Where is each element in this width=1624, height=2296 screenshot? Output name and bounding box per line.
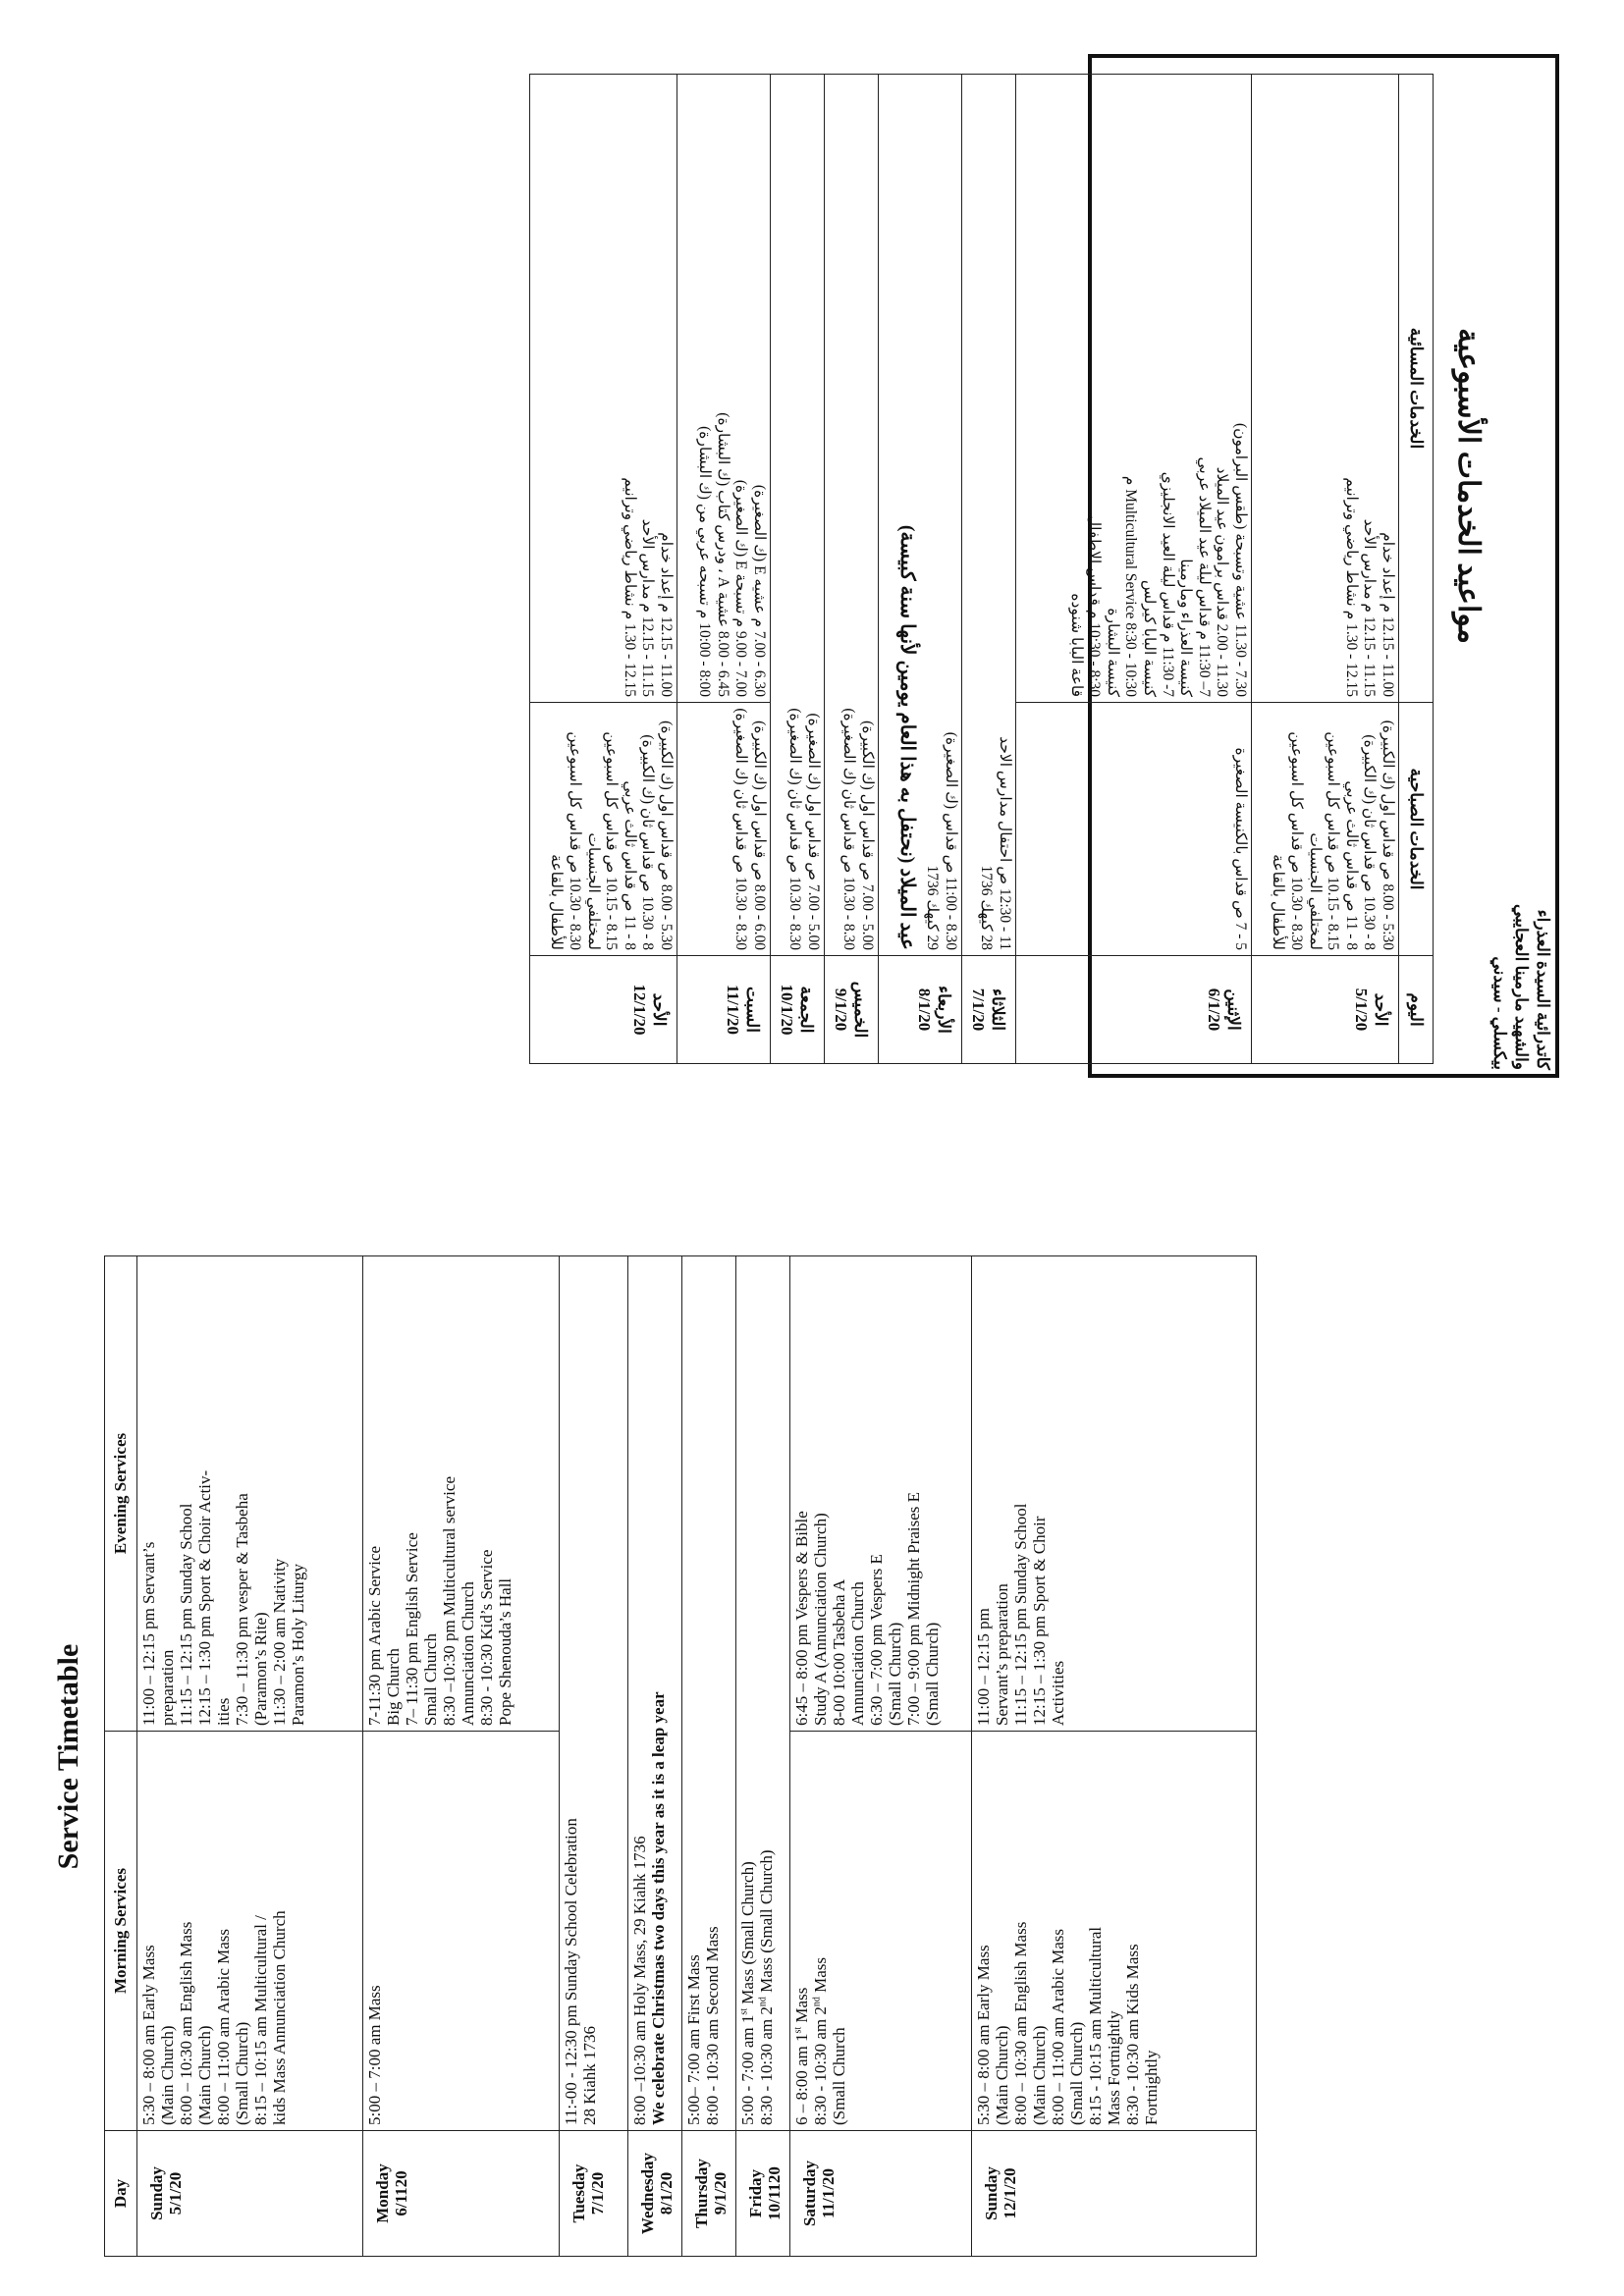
table-row xyxy=(790,1256,972,2257)
arabic-timetable-panel xyxy=(548,54,1559,1078)
span-cell: 11 - 12:30 ص احتفال مدارس الاحد 28 كيهك 1736 xyxy=(962,75,1016,956)
christmas-note: عيد الميلاد (نحتفل به هذا العام يومين لأنها سنة كبيسة) xyxy=(895,524,918,950)
day-cell: Sunday 5/1/20 xyxy=(137,2131,363,2257)
table-row xyxy=(363,1256,560,2257)
span-cell: 11:-00 - 12:30 pm Sunday School Celebration 28 Kiahk 1736 xyxy=(560,1256,628,2131)
table-row xyxy=(137,1256,363,2257)
evening-cell: 11.00 - 12.15 م إعداد خدام 11.15 - 12.15 م مدارس الأحد 12.15 - 1.30 م نشاط رياضي وترانيم xyxy=(530,75,677,703)
table-row xyxy=(530,75,677,1064)
table-row xyxy=(879,75,962,1064)
english-timetable xyxy=(104,1255,1257,2257)
header-day: اليوم xyxy=(1399,956,1434,1064)
morning-cell: 5:30 - 8.00 ص قداس اول (ك الكبيرة) 8 - 10.30 ص قداس ثان (ك الكبيرة) 8 - 11 ص قداس ثالث عربي 8.15 - 10.15 ص قداس كل اسبوعين لمختلفي الجنسيات 8.30 - 10.30 ص قداس كل اسبوعين للأطفال بالقاعة xyxy=(1252,703,1399,956)
english-title: Service Timetable xyxy=(52,1643,84,1870)
evening-cell: 11:00 – 12:15 pm Servant’s preparation 11:15 – 12:15 pm Sunday School 12:15 – 1:30 pm Sport & Choir Activities xyxy=(972,1256,1257,1732)
table-row xyxy=(628,1256,682,2257)
table-row xyxy=(1252,75,1399,1064)
arabic-title: مواعيد الخدمات الأسبوعية xyxy=(1452,328,1485,644)
morning-cell: 5:30 – 8:00 am Early Mass (Main Church) 8:00 – 10:30 am English Mass (Main Church) 8:00 – 11:00 am Arabic Mass (Small Church) 8:15 - 10:15 am Multicultural Mass Fortnightly 8:30 - 10:30 am Kids Mass Fortnightly xyxy=(972,1732,1257,2131)
evening-cell: 11.00 - 12.15 م إعداد خدام 11.15 - 12.15 م مدارس الأحد 12.15 - 1.30 م نشاط رياضي وترانيم xyxy=(1252,75,1399,703)
day-cell: الجمعة 10/1/20 xyxy=(771,956,825,1064)
evening-cell: 7.30 - 11.30 عشية وتسبحة (طقس البرامون) 11.30 - 2.00 قداس برامون عيد الميلاد 7– 11:30 م قداس ليلة عيد الميلاد عربي كنيسة العذراء ومارمينا 7- 11:30 م قداس ليلة العيد الانجليزي كنيسة البابا كيرلس Multicultural Service 8:30 - 10:30 م كنيسة البشارة 8:30 - 10:30 م قداس الاطفال قاعة البابا شنوده xyxy=(1016,75,1252,703)
morning-cell: 6 – 8:00 am 1st Mass 8:30 - 10:30 am 2nd Mass (Small Church xyxy=(790,1732,972,2131)
header-evening: Evening Services xyxy=(105,1256,137,1732)
day-cell: Monday 6/1120 xyxy=(363,2131,560,2257)
day-cell: الإثنين 6/1/20 xyxy=(1016,956,1252,1064)
evening-cell: 6.30 - 7.00 م عشيه E (ك الصغيرة) 7.00 - 9.00 م تسبحة E (ك الصغيرة) 6.45 - 8.00 عشية A ، ودرس كتاب (ك البشارة) 8:00 - 10:00 م تسبحه عربي من (ك البشارة) xyxy=(677,75,771,703)
day-cell: Saturday 11/1/20 xyxy=(790,2131,972,2257)
evening-cell: 6:45 – 8:00 pm Vespers & Bible Study A (Annunciation Church) 8-00 10:00 Tasbeha A Annunciation Church 6:30 – 7:00 pm Vespers E (Small Church) 7:00 – 9:00 pm Midnight Praises E (Small Church) xyxy=(790,1256,972,1732)
day-cell: Tuesday 7/1/20 xyxy=(560,2131,628,2257)
day-cell: الأحد 5/1/20 xyxy=(1252,956,1399,1064)
table-row xyxy=(560,1256,628,2257)
arabic-timetable xyxy=(529,74,1434,1064)
day-cell: Wednesday 8/1/20 xyxy=(628,2131,682,2257)
span-cell: 5:00– 7:00 am First Mass 8:00 - 10:30 am Second Mass xyxy=(682,1256,736,2131)
day-cell: Thursday 9/1/20 xyxy=(682,2131,736,2257)
header-evening: الخدمات المسائية xyxy=(1399,75,1434,703)
day-cell: الأحد 12/1/20 xyxy=(530,956,677,1064)
span-cell: 5.00 - 7.00 ص قداس اول (ك الكبيرة) 8.30 - 10.30 ص قداس ثان (ك الصغيرة) xyxy=(825,75,879,956)
span-cell: 5.00 - 7.00 ص قداس اول (ك الصغيرة) 8.30 - 10.30 ص قداس ثان (ك الصغيرة) xyxy=(771,75,825,956)
english-timetable-panel xyxy=(39,1256,1522,2257)
morning-cell: 6.00 - 8.00 ص قداس اول (ك الكبيرة) 8.30 - 10.30 ص قداس ثان (ك الصغيرة) xyxy=(677,703,771,956)
table-row xyxy=(736,1256,790,2257)
church-name: كاتدرائية السيدة العذراء والشهيد مارمينا العجايبي بيكسلي - سيدني xyxy=(1489,904,1552,1070)
table-row xyxy=(1016,75,1252,1064)
day-cell: الأربعاء 8/1/20 xyxy=(879,956,962,1064)
day-cell: الثلاثاء 7/1/20 xyxy=(962,956,1016,1064)
span-cell: 8:00 –10:30 am Holy Mass, 29 Kiahk 1736 We celebrate Christmas two days this year as it is a leap year xyxy=(628,1256,682,2131)
day-cell: الخميس 9/1/20 xyxy=(825,956,879,1064)
table-row xyxy=(825,75,879,1064)
day-cell: السبت 11/1/20 xyxy=(677,956,771,1064)
table-row xyxy=(962,75,1016,1064)
table-row xyxy=(771,75,825,1064)
leap-year-note: We celebrate Christmas two days this year as it is a leap year xyxy=(649,1691,669,2125)
span-cell: 5:00 - 7:00 am 1st Mass (Small Church) 8:30 - 10:30 am 2nd Mass (Small Church) xyxy=(736,1256,790,2131)
morning-cell: 5:00 – 7:00 am Mass xyxy=(363,1732,560,2131)
morning-cell: 5.30 - 8.00 ص قداس اول (ك الكبيرة) 8 - 10.30 ص قداس ثان (ك الكبيرة) 8 - 11 ص قداس ثالث عربي 8.15 - 10.15 ص قداس كل اسبوعين لمختلفي الجنسيات 8.30 - 10.30 ص قداس كل اسبوعين للأطفال بالقاعة xyxy=(530,703,677,956)
header-morning: الخدمات الصباحية xyxy=(1399,703,1434,956)
day-cell: Friday 10/1120 xyxy=(736,2131,790,2257)
table-row xyxy=(972,1256,1257,2257)
morning-cell: 5:30 – 8:00 am Early Mass (Main Church) 8:00 – 10:30 am English Mass (Main Church) 8:00 – 11:00 am Arabic Mass (Small Church) 8:15 – 10:15 am Multicultural / kids Mass Annunciation Church xyxy=(137,1732,363,2131)
table-row xyxy=(682,1256,736,2257)
morning-cell: 5 - 7 ص قداس بالكنيسة الصغيرة xyxy=(1016,703,1252,956)
arabic-header-row xyxy=(1399,75,1434,1064)
span-cell: 8.30 - 11:00 ص قداس (ك الصغيرة) 29 كيهك 1736 عيد الميلاد (نحتفل به هذا العام يومين لأنها سنة كبيسة) xyxy=(879,75,962,956)
table-row xyxy=(677,75,771,1064)
english-header-row xyxy=(105,1256,137,2257)
evening-cell: 7-11:30 pm Arabic Service Big Church 7– 11:30 pm English Service Small Church 8:30 –10:30 pm Multicultural service Annunciation Church 8:30 - 10:30 Kid’s Service Pope Shenouda’s Hall xyxy=(363,1256,560,1732)
header-day: Day xyxy=(105,2131,137,2257)
day-cell: Sunday 12/1/20 xyxy=(972,2131,1257,2257)
evening-cell: 11:00 – 12:15 pm Servant’s preparation 11:15 – 12:15 pm Sunday School 12:15 – 1:30 pm Sport & Choir Activ- ities 7:30 – 11:30 pm vesper & Tasbeha (Paramon’s Rite) 11:30 – 2:00 am Nativity Paramon’s Holy Liturgy xyxy=(137,1256,363,1732)
header-morning: Morning Services xyxy=(105,1732,137,2131)
